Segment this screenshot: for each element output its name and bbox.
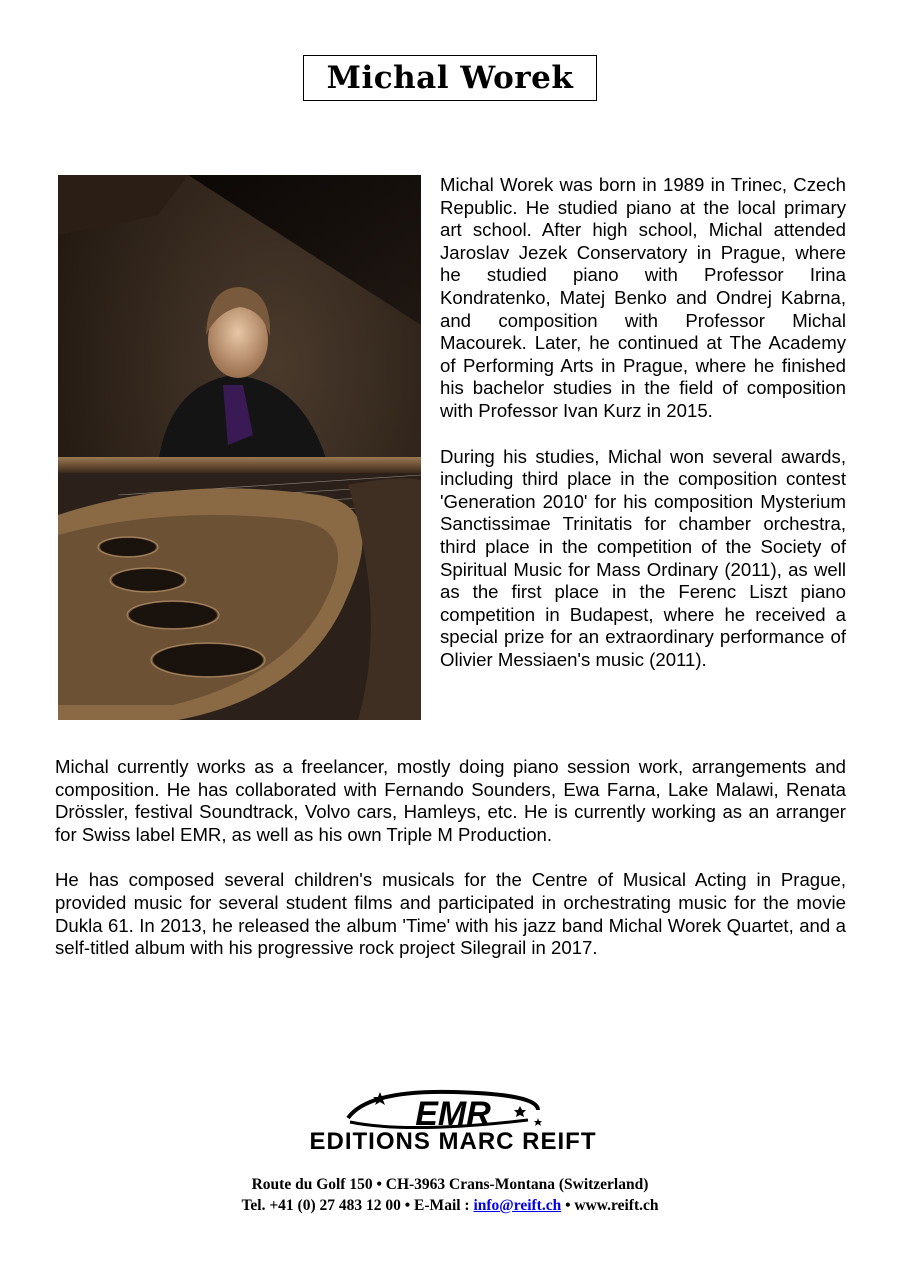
title-box [303,55,597,101]
publisher-name: EDITIONS MARC REIFT [309,1128,597,1155]
bio-paragraph-1: Michal Worek was born in 1989 in Trinec, Czech Republic. He studied piano at the local primary art school. After high school, Michal attended Jaroslav Jezek Conservatory in Prague, where he studied piano with Professor Irina Kondratenko, Matej Benko and Ondrej Kabrna, and composition with Professor Michal Macourek. Later, he continued at The Academy of Performing Arts in Prague, where he finished his bachelor studies in the field of composition with Professor Ivan Kurz in 2015. [440,174,846,421]
email-link[interactable]: info@reift.ch [473,1197,562,1214]
page-title: Michal Worek [326,60,574,96]
tel-text: Tel. +41 (0) 27 483 12 00 • E-Mail : [241,1197,474,1214]
contact-line [0,1195,900,1216]
address-line: Route du Golf 150 • CH-3963 Crans-Montana (Switzerland) [251,1176,649,1193]
web-text: • www.reift.ch [561,1197,659,1214]
portrait-photo [58,175,421,720]
emr-logo [288,1088,618,1164]
logo-mark-text: EMR [415,1095,491,1132]
bio-paragraph-3: Michal currently works as a freelancer, mostly doing piano session work, arrangements and composition. He has collaborated with Fernando Sounders, Ewa Farna, Lake Malawi, Renata Drössler, festival Soundtrack, Volvo cars, Hamleys, etc. He is currently working as an arranger for Swiss label EMR, as well as his own Triple M Production. [55,756,846,845]
bio-paragraph-4: He has composed several children's musicals for the Centre of Musical Acting in Prague, provided music for several student films and participated in orchestrating music for the movie Dukla 61. In 2013, he released the album 'Time' with his jazz band Michal Worek Quartet, and a self-titled album with his progressive rock project Silegrail in 2017. [55,869,846,959]
bio-column [440,174,846,694]
footer-address [0,1174,900,1216]
bio-paragraph-2: During his studies, Michal won several awards, including third place in the composition contest 'Generation 2010' for his composition Mysterium Sanctissimae Trinitatis for chamber orchestra, third place in the competition of the Society of Spiritual Music for Mass Ordinary (2011), as well as the first place in the Ferenc Liszt piano competition in Budapest, where he received a special prize for an extraordinary performance of Olivier Messiaen's music (2011). [440,445,846,670]
bio-full-width [55,756,846,983]
